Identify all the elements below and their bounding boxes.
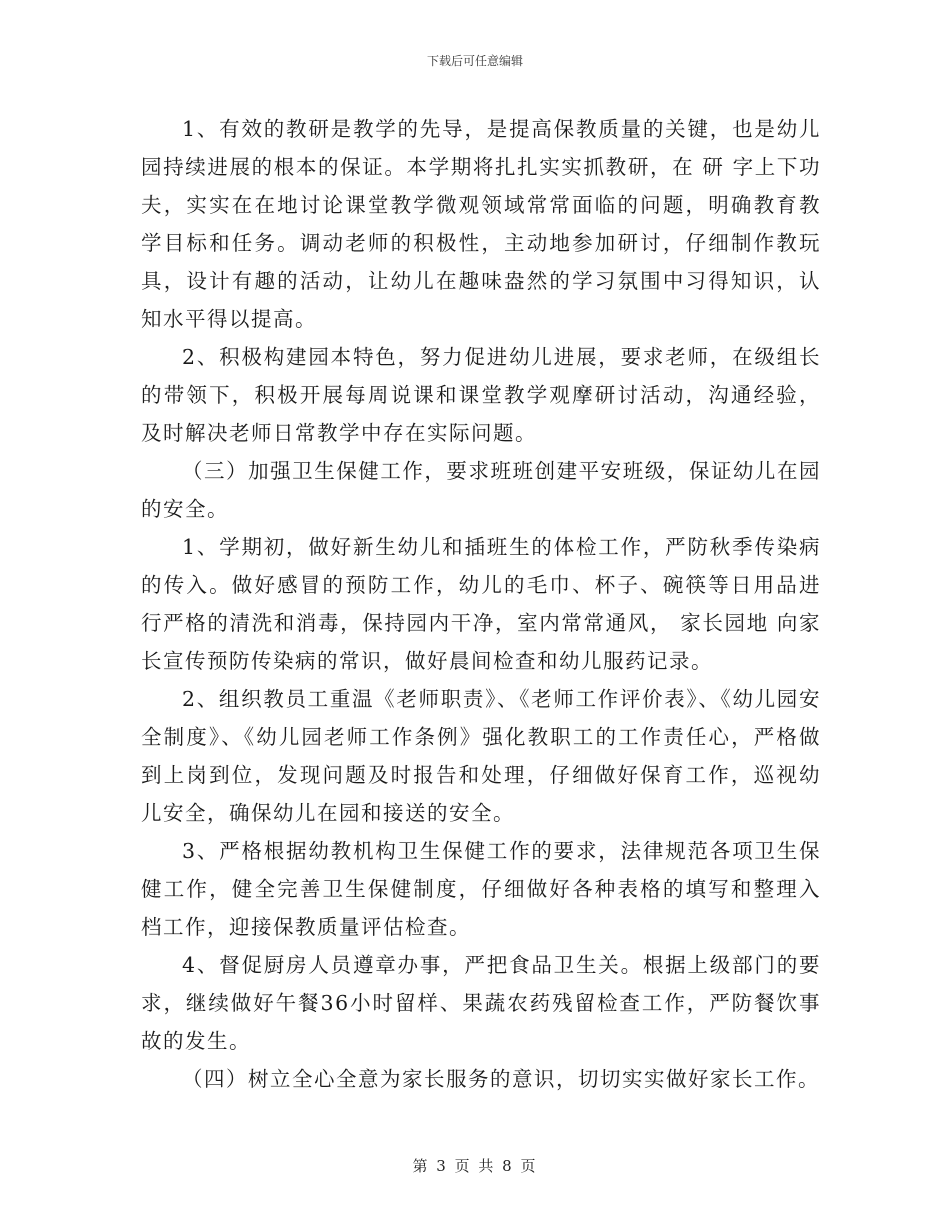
paragraph: 1、学期初，做好新生幼儿和插班生的体检工作，严防秋季传染病的传入。做好感冒的预防工作，幼儿的毛巾、杯子、碗筷等日用品进行严格的清洗和消毒，保持园内干净，室内常常通风， 家长园地 向家长宣传预防传染病的常识，做好晨间检查和幼儿服药记录。	[141, 535, 821, 673]
paragraph: 3、严格根据幼教机构卫生保健工作的要求，法律规范各项卫生保健工作，健全完善卫生保健制度，仔细做好各种表格的填写和整理入档工作，迎接保教质量评估检查。	[141, 839, 821, 939]
document-body	[141, 110, 821, 1098]
paragraph: （三）加强卫生保健工作，要求班班创建平安班级，保证幼儿在园的安全。	[141, 459, 821, 521]
page-number: 第 3 页 共 8 页	[412, 1157, 538, 1175]
paragraph: （四）树立全心全意为家长服务的意识，切切实实做好家长工作。	[182, 1067, 820, 1091]
paragraph: 4、督促厨房人员遵章办事，严把食品卫生关。根据上级部门的要求，继续做好午餐36小时留样、果蔬农药残留检查工作，严防餐饮事故的发生。	[141, 953, 821, 1053]
paragraph: 2、积极构建园本特色，努力促进幼儿进展，要求老师，在级组长的带领下，积极开展每周说课和课堂教学观摩研讨活动，沟通经验，及时解决老师日常教学中存在实际问题。	[141, 345, 821, 445]
paragraph: 2、组织教员工重温《老师职责》、《老师工作评价表》、《幼儿园安全制度》、《幼儿园老师工作条例》强化教职工的工作责任心，严格做到上岗到位，发现问题及时报告和处理，仔细做好保育工作，巡视幼儿安全，确保幼儿在园和接送的安全。	[141, 687, 821, 825]
paragraph: 1、有效的教研是教学的先导，是提高保教质量的关键，也是幼儿园持续进展的根本的保证。本学期将扎扎实实抓教研，在 研 字上下功夫，实实在在地讨论课堂教学微观领域常常面临的问题，明确教育教学目标和任务。调动老师的积极性，主动地参加研讨，仔细制作教玩具，设计有趣的活动，让幼儿在趣味盎然的学习氛围中习得知识，认知水平得以提高。	[141, 117, 821, 331]
page-header: 下载后可任意编辑	[426, 54, 523, 68]
